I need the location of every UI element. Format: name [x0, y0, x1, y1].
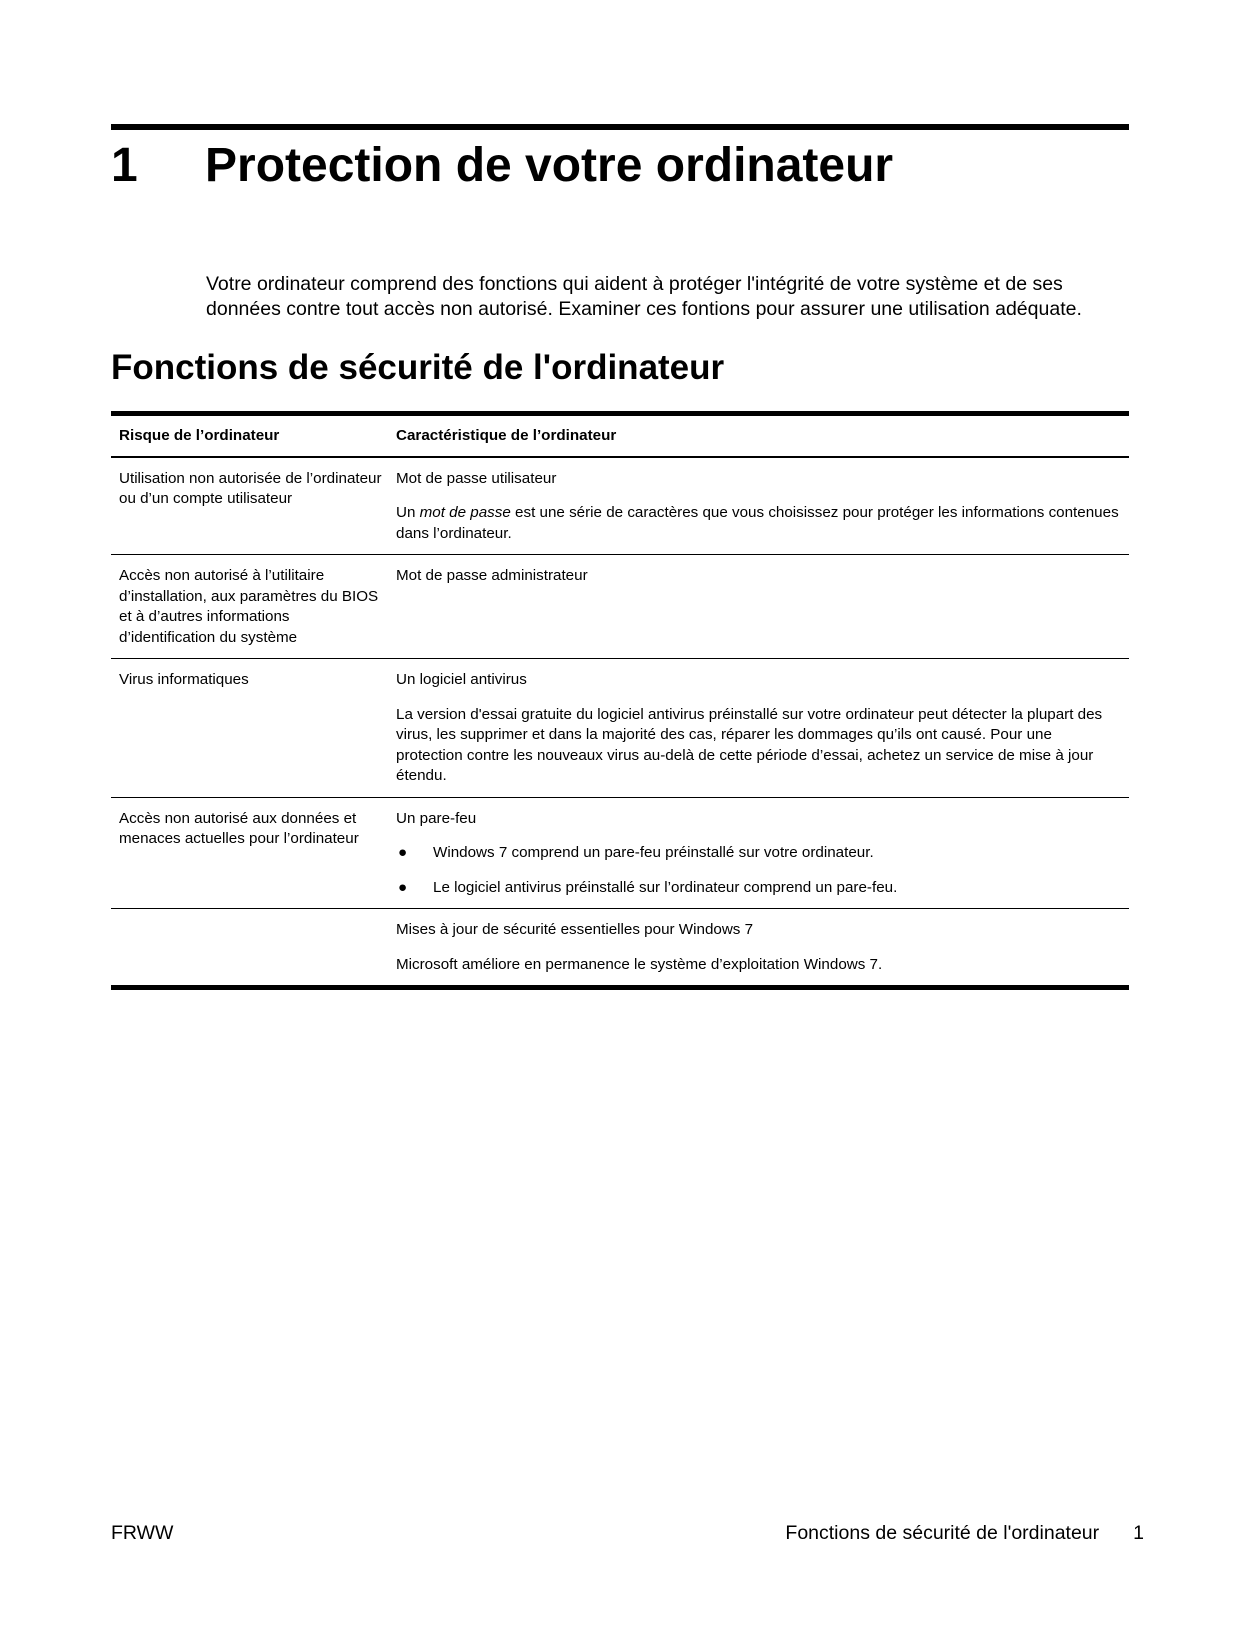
- feature-title: Un pare-feu: [396, 809, 477, 827]
- table-row: [111, 909, 1129, 985]
- feature-title: Mot de passe utilisateur: [396, 469, 557, 487]
- feature-cell: [396, 798, 1129, 909]
- section-title: Fonctions de sécurité de l'ordinateur: [111, 348, 725, 387]
- feature-description: Un mot de passe est une série de caractères que vous choisissez pour protéger les informations contenues dans l’ordinateur.: [396, 504, 1119, 542]
- footer-doc-code: FRWW: [111, 1522, 174, 1544]
- feature-cell: [396, 659, 1129, 797]
- feature-cell: [396, 458, 1129, 555]
- page-number: 1: [1133, 1522, 1144, 1544]
- intro-paragraph: Votre ordinateur comprend des fonctions qui aident à protéger l'intégrité de votre système et de ses données contre tout accès non autorisé. Examiner ces fontions pour assurer une utilisation adéquate.: [206, 273, 1082, 320]
- footer-running-title: [785, 1521, 1144, 1545]
- table-row: [111, 659, 1129, 798]
- footer-section-name: Fonctions de sécurité de l'ordinateur: [785, 1522, 1100, 1544]
- risk-cell: Accès non autorisé aux données et menaces actuelles pour l’ordinateur: [119, 809, 359, 847]
- feature-title: Un logiciel antivirus: [396, 671, 527, 688]
- feature-cell: [396, 909, 1129, 985]
- bullet-icon: ●: [398, 844, 408, 861]
- risk-cell: Utilisation non autorisée de l’ordinateur ou d’un compte utilisateur: [119, 469, 382, 507]
- feature-description: La version d'essai gratuite du logiciel antivirus préinstallé sur votre ordinateur peut détecter la plupart des virus, les supprimer et dans la majorité des cas, réparer les dommages qu’ils ont causé. Pour une protection contre les nouveaux virus au-delà de cette période d’essai, achetez un service de mise à jour étendu.: [396, 705, 1103, 784]
- list-item: ● Le logiciel antivirus préinstallé sur l’ordinateur comprend un pare-feu.: [396, 878, 1121, 899]
- chapter-title: Protection de votre ordinateur: [205, 139, 894, 192]
- chapter-heading: [111, 136, 1129, 196]
- security-features-table: [111, 411, 1129, 990]
- bullet-icon: ●: [398, 878, 408, 896]
- risk-cell: Virus informatiques: [119, 671, 249, 688]
- header-risk: Risque de l’ordinateur: [119, 427, 280, 444]
- table-row: [111, 798, 1129, 910]
- chapter-number: 1: [111, 139, 138, 192]
- table-header-row: [111, 416, 1129, 458]
- risk-cell: Accès non autorisé à l’utilitaire d’installation, aux paramètres du BIOS et à d’autres informations d’identification du système: [119, 567, 379, 646]
- feature-bullet-list: [396, 843, 1121, 898]
- risk-cell: [111, 909, 396, 985]
- feature-title: Mises à jour de sécurité essentielles pour Windows 7: [396, 921, 754, 938]
- table-row: [111, 555, 1129, 659]
- list-item: ● Windows 7 comprend un pare-feu préinstallé sur votre ordinateur.: [396, 843, 1121, 864]
- chapter-rule: [111, 124, 1129, 130]
- header-feature: Caractéristique de l’ordinateur: [396, 427, 617, 444]
- term-italic: mot de passe: [419, 504, 511, 521]
- feature-title: Mot de passe administrateur: [396, 567, 588, 584]
- feature-description: Microsoft améliore en permanence le système d’exploitation Windows 7.: [396, 955, 883, 973]
- table-row: [111, 458, 1129, 556]
- feature-cell: [396, 555, 1129, 658]
